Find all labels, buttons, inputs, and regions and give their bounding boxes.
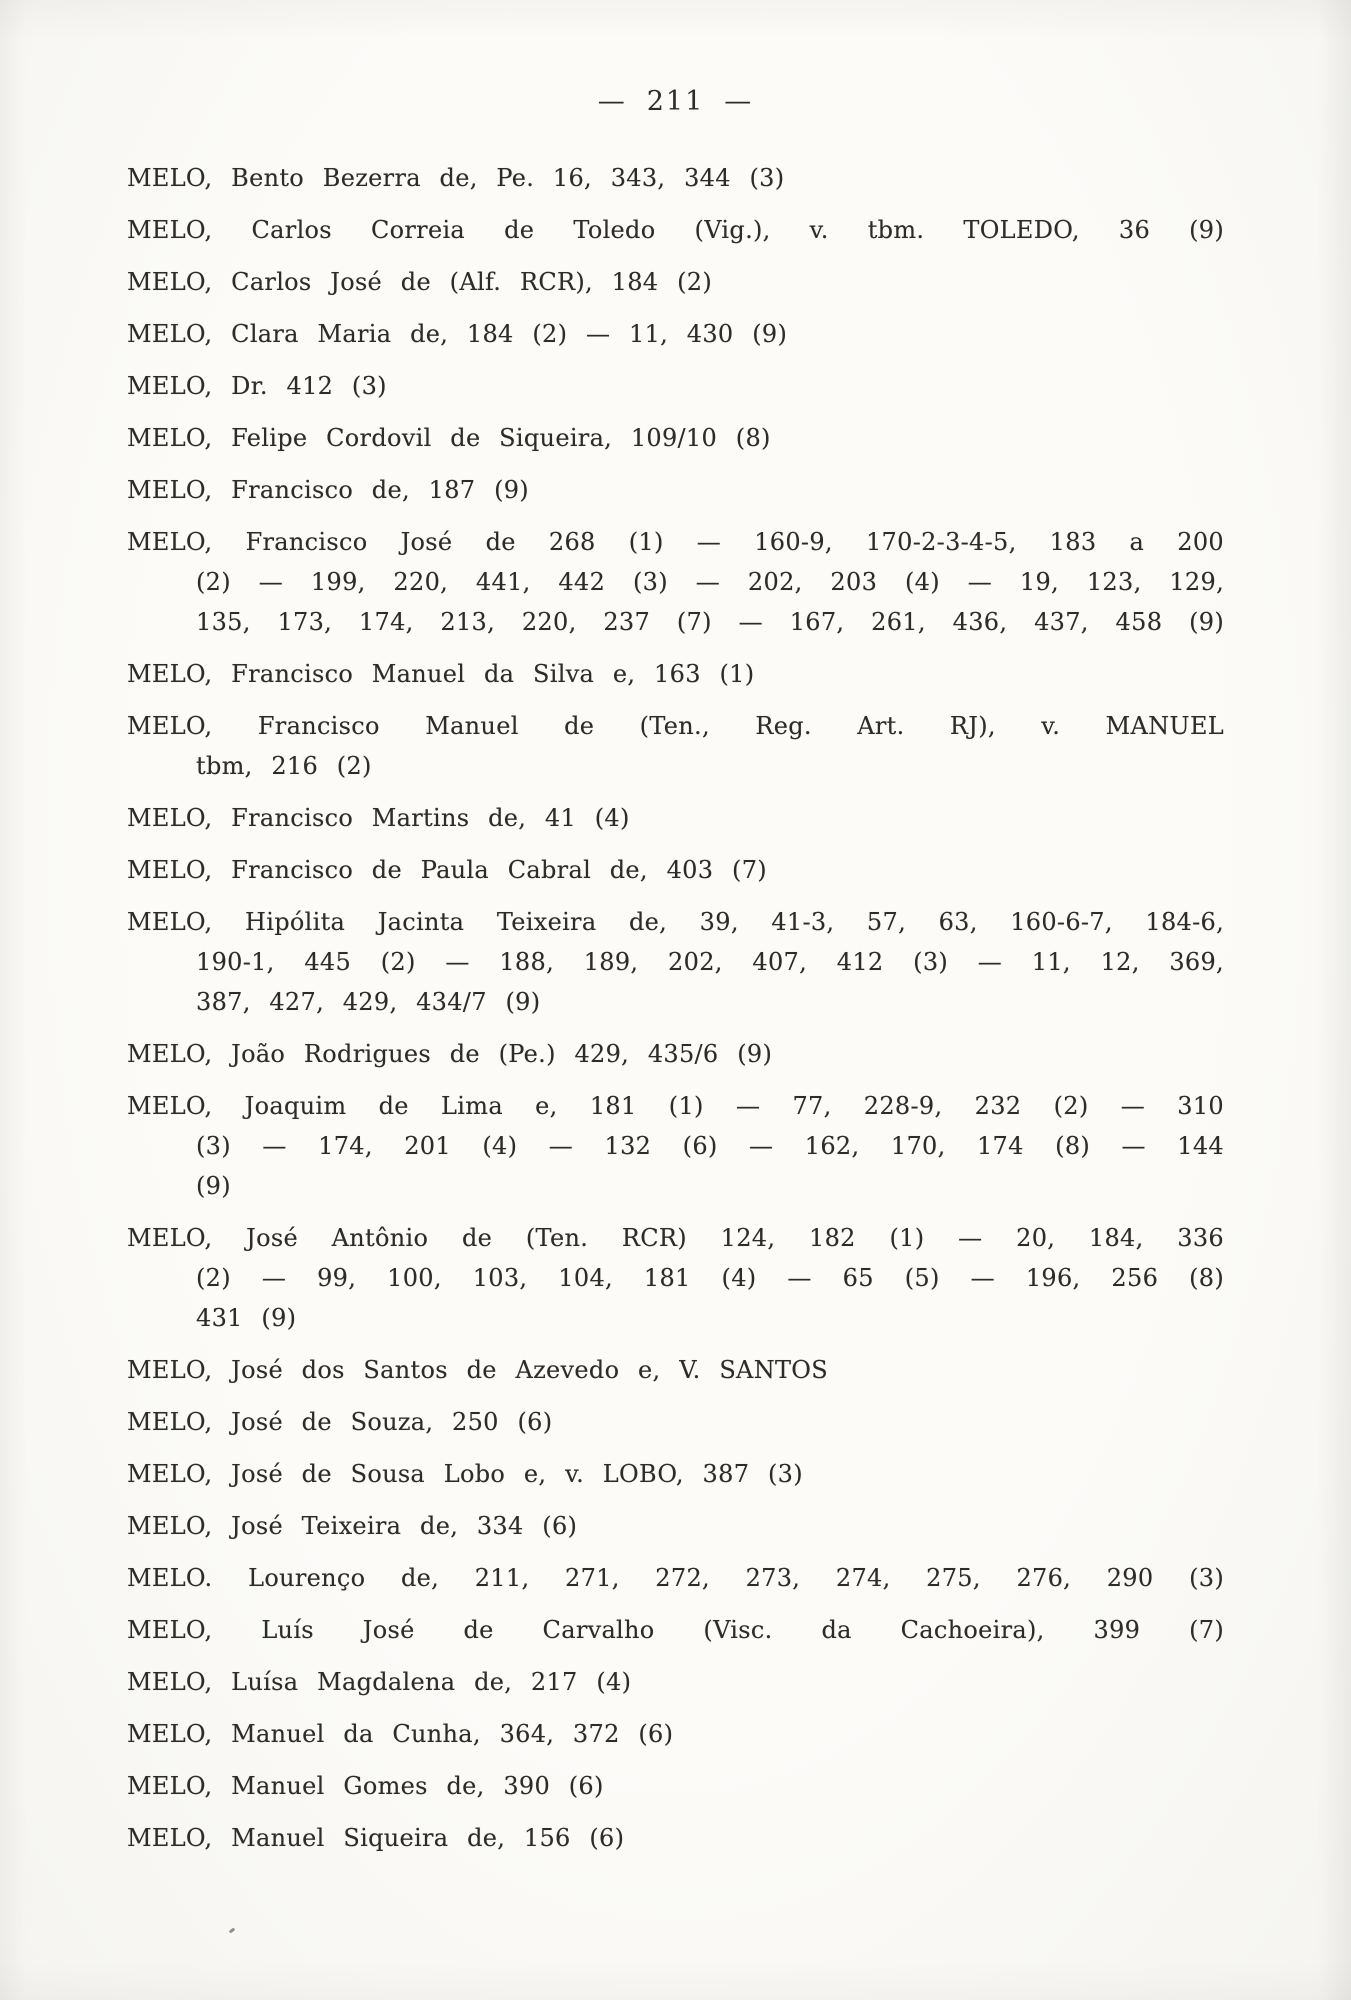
index-entry-line: tbm, 216 (2) [196, 752, 372, 780]
index-entry-line: (9) [196, 1172, 231, 1200]
index-entries-list [127, 158, 1224, 1870]
index-entry [127, 1506, 1224, 1546]
index-entry [127, 210, 1224, 250]
index-entry [127, 1818, 1224, 1858]
index-entry [127, 850, 1224, 890]
index-entry-line: MELO, Francisco José de 268 (1) — 160-9, 170-2-3-4-5, 183 a 200 [127, 528, 1224, 556]
index-entry-line: MELO, Luísa Magdalena de, 217 (4) [127, 1668, 632, 1696]
index-entry-line: 135, 173, 174, 213, 220, 237 (7) — 167, 261, 436, 437, 458 (9) [196, 608, 1224, 636]
index-entry [127, 158, 1224, 198]
index-entry [127, 1610, 1224, 1650]
index-entry-line: 387, 427, 429, 434/7 (9) [196, 988, 541, 1016]
index-entry-line: MELO, José Teixeira de, 334 (6) [127, 1512, 578, 1540]
index-entry [127, 522, 1224, 642]
index-entry [127, 654, 1224, 694]
index-entry-line: MELO, Francisco Manuel de (Ten., Reg. Art. RJ), v. MANUEL [127, 712, 1224, 740]
index-entry-line: MELO, José de Souza, 250 (6) [127, 1408, 553, 1436]
index-entry-line: MELO, Manuel da Cunha, 364, 372 (6) [127, 1720, 674, 1748]
index-entry [127, 1402, 1224, 1442]
index-entry [127, 418, 1224, 458]
index-entry [127, 470, 1224, 510]
index-entry-line: MELO, Joaquim de Lima e, 181 (1) — 77, 228-9, 232 (2) — 310 [127, 1092, 1224, 1120]
index-entry [127, 798, 1224, 838]
index-entry-line: MELO, Felipe Cordovil de Siqueira, 109/10 (8) [127, 424, 771, 452]
index-entry-line: MELO, Francisco Manuel da Silva e, 163 (1) [127, 660, 755, 688]
index-entry-line: MELO, Francisco de, 187 (9) [127, 476, 529, 504]
index-entry [127, 1454, 1224, 1494]
index-entry-line: MELO, Manuel Gomes de, 390 (6) [127, 1772, 604, 1800]
index-entry-line: MELO, Francisco Martins de, 41 (4) [127, 804, 630, 832]
index-entry-line: MELO, João Rodrigues de (Pe.) 429, 435/6 (9) [127, 1040, 773, 1068]
index-entry-line: (2) — 99, 100, 103, 104, 181 (4) — 65 (5) — 196, 256 (8) [196, 1264, 1224, 1292]
index-entry [127, 366, 1224, 406]
index-entry-line: MELO, Dr. 412 (3) [127, 372, 387, 400]
index-entry [127, 262, 1224, 302]
index-entry-line: MELO, Hipólita Jacinta Teixeira de, 39, 41-3, 57, 63, 160-6-7, 184-6, [127, 908, 1224, 936]
index-entry [127, 1350, 1224, 1390]
index-entry-line: MELO. Lourenço de, 211, 271, 272, 273, 274, 275, 276, 290 (3) [127, 1564, 1224, 1592]
index-entry-line: MELO, Carlos José de (Alf. RCR), 184 (2) [127, 268, 713, 296]
index-entry-line: (3) — 174, 201 (4) — 132 (6) — 162, 170, 174 (8) — 144 [196, 1132, 1224, 1160]
index-entry [127, 902, 1224, 1022]
index-entry [127, 1086, 1224, 1206]
index-entry-line: MELO, Bento Bezerra de, Pe. 16, 343, 344 (3) [127, 164, 785, 192]
page-number: — 211 — [597, 86, 754, 117]
scan-speck [229, 1928, 236, 1934]
index-entry-line: MELO, Francisco de Paula Cabral de, 403 (7) [127, 856, 767, 884]
index-entry [127, 1714, 1224, 1754]
index-entry-line: MELO, Carlos Correia de Toledo (Vig.), v. tbm. TOLEDO, 36 (9) [127, 216, 1224, 244]
index-entry-line: 190-1, 445 (2) — 188, 189, 202, 407, 412 (3) — 11, 12, 369, [196, 948, 1224, 976]
index-entry [127, 1218, 1224, 1338]
index-entry-line: MELO, José dos Santos de Azevedo e, V. SANTOS [127, 1356, 829, 1384]
index-entry [127, 1766, 1224, 1806]
index-entry [127, 314, 1224, 354]
index-entry-line: 431 (9) [196, 1304, 297, 1332]
index-entry-line: MELO, José de Sousa Lobo e, v. LOBO, 387 (3) [127, 1460, 803, 1488]
index-entry-line: MELO, Luís José de Carvalho (Visc. da Cachoeira), 399 (7) [127, 1616, 1224, 1644]
index-entry-line: (2) — 199, 220, 441, 442 (3) — 202, 203 (4) — 19, 123, 129, [196, 568, 1224, 596]
index-entry [127, 1662, 1224, 1702]
index-entry [127, 1558, 1224, 1598]
index-entry-line: MELO, José Antônio de (Ten. RCR) 124, 182 (1) — 20, 184, 336 [127, 1224, 1224, 1252]
index-entry-line: MELO, Clara Maria de, 184 (2) — 11, 430 (9) [127, 320, 788, 348]
index-entry [127, 1034, 1224, 1074]
index-entry [127, 706, 1224, 786]
index-entry-line: MELO, Manuel Siqueira de, 156 (6) [127, 1824, 625, 1852]
